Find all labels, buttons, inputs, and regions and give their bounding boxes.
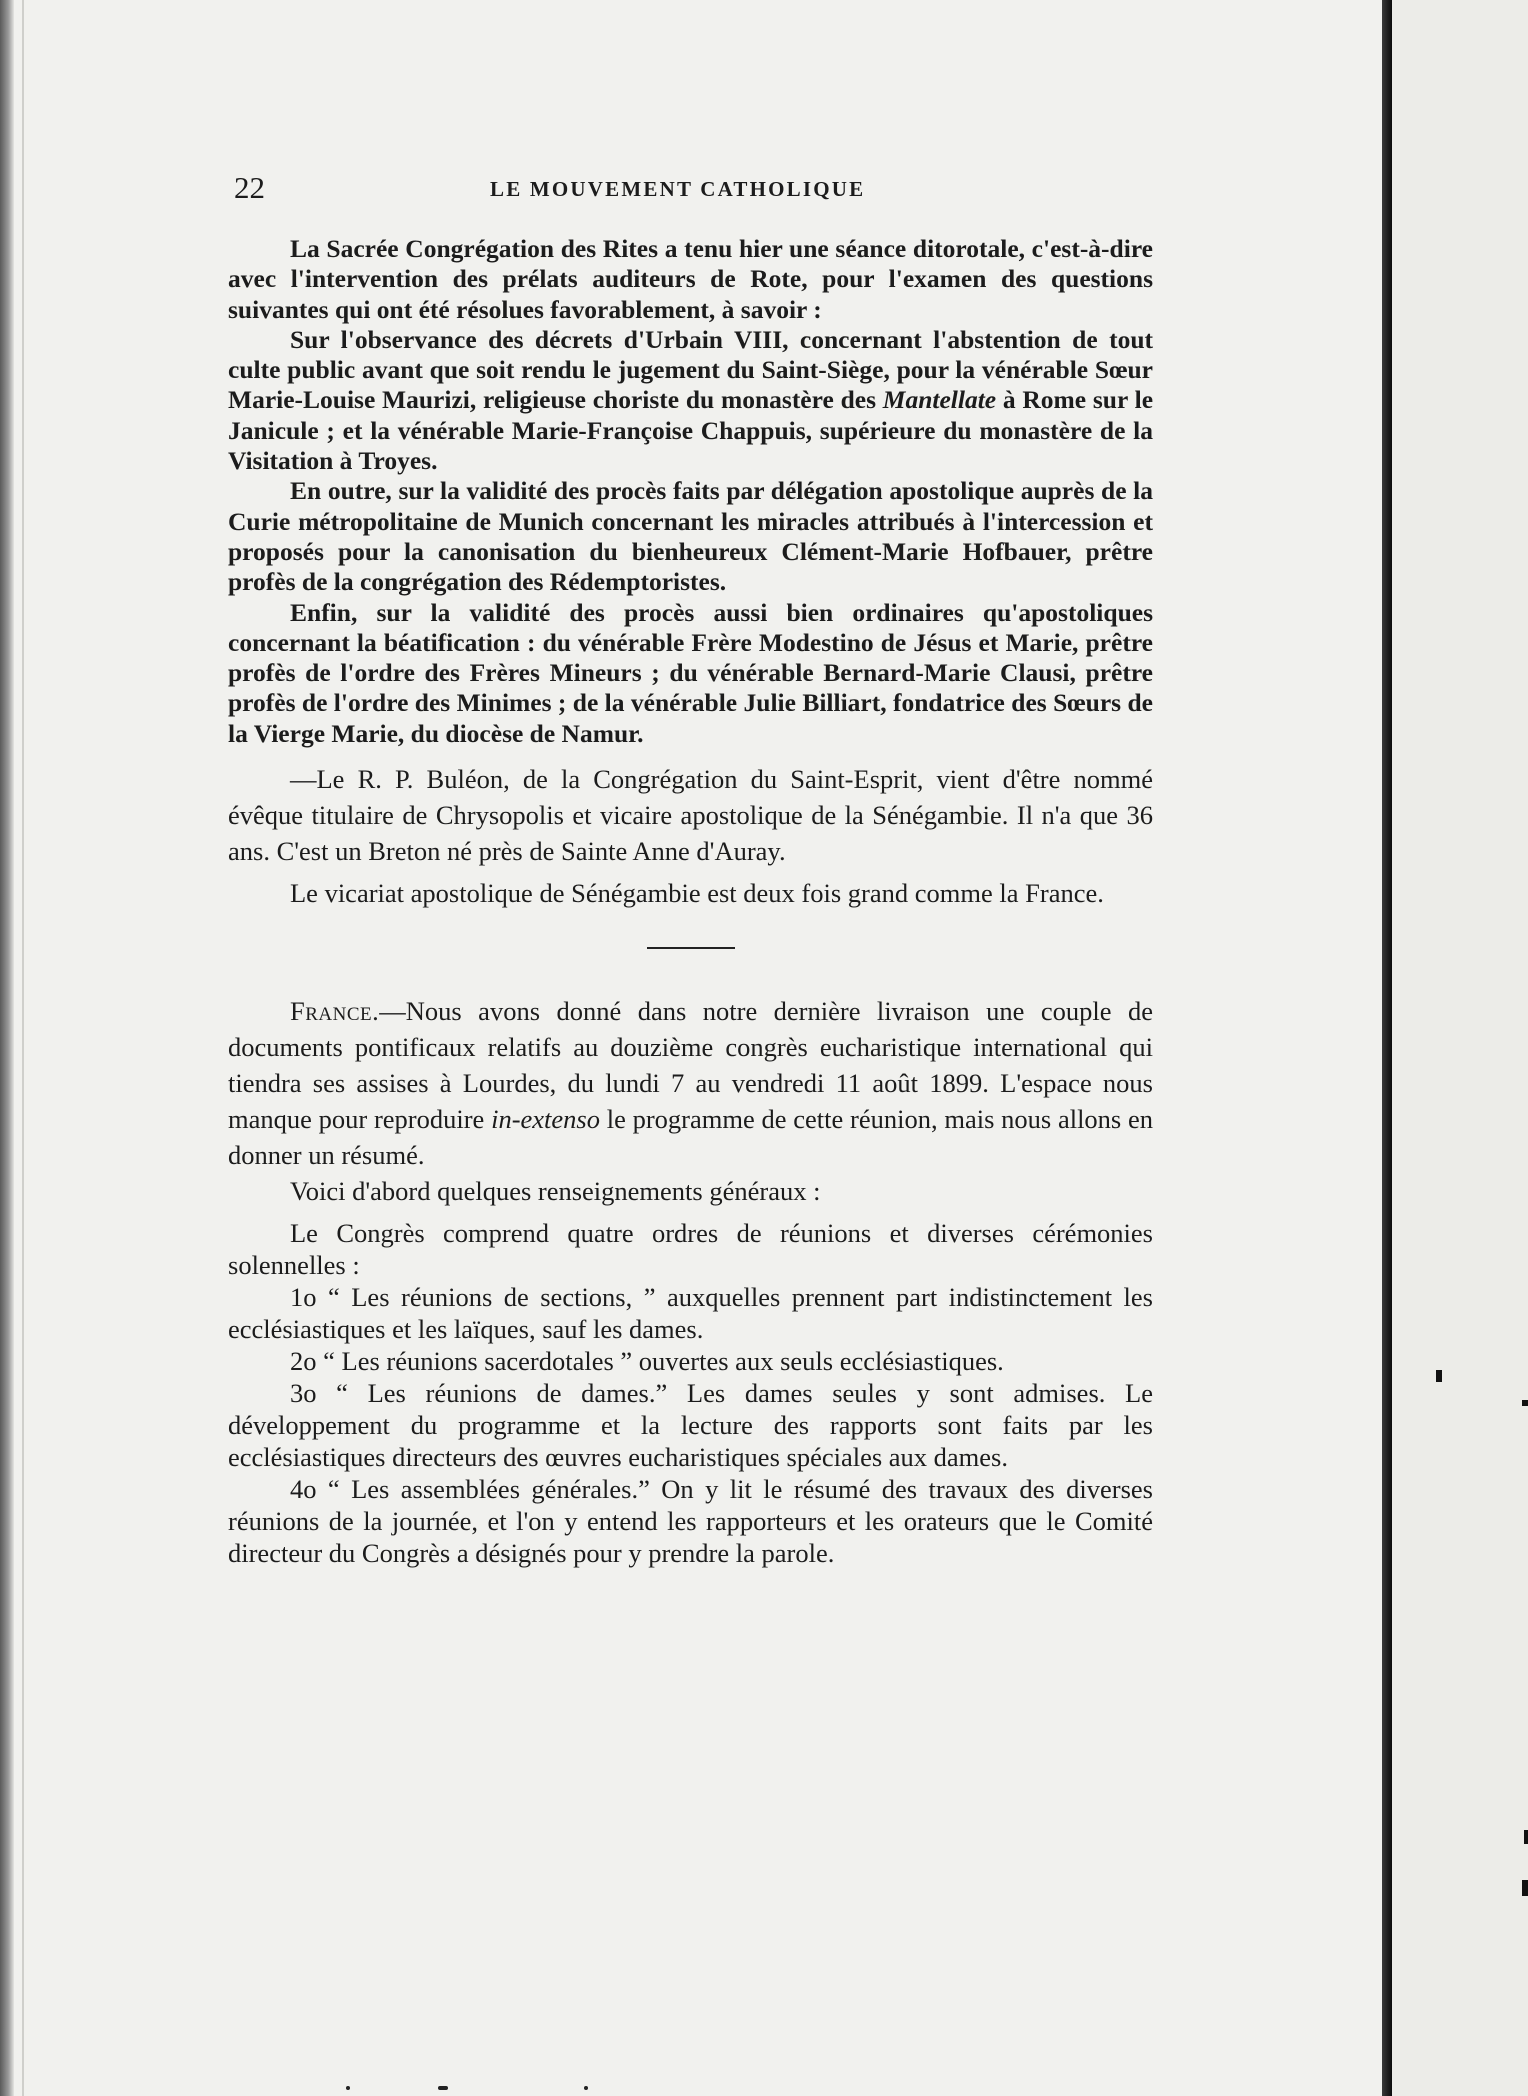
paragraph-rites-session: La Sacrée Congrégation des Rites a tenu hier une séance ditorotale, c'est-à-dire avec l'intervention des prélats auditeurs de Rote, pour l'examen des questions suivantes qui ont été résolues favorablement, à savoir :: [228, 234, 1153, 324]
page-number: 22: [234, 170, 265, 205]
scan-adjacent-page-strip: [1392, 0, 1528, 2096]
scan-left-edge: [0, 0, 14, 2096]
running-title: LE MOUVEMENT CATHOLIQUE: [490, 177, 866, 201]
running-head: [228, 170, 1153, 214]
paragraph-munich-process: En outre, sur la validité des procès faits par délégation apostolique auprès de la Curie métropolitaine de Munich concernant les miracles attribués à l'intercession et proposés pour la canonisation du bienheureux Clément-Marie Hofbauer, prêtre profès de la congrégation des Rédemptoristes.: [228, 476, 1153, 597]
paragraph-urban-decrees: [228, 325, 1153, 476]
italic-in-extenso: in-extenso: [491, 1104, 600, 1135]
paragraph-text: le programme de cette réunion, mais nous allons en donner un résumé.: [228, 1104, 1154, 1171]
paragraph-text: Sur l'observance des décrets d'Urbain VIII, concernant l'abstention de tout culte public avant que soit rendu le jugement du Saint-Siège, pour la vénérable Sœur Marie-Louise Maurizi, religieuse choriste du monastère des: [228, 324, 1153, 415]
strip-mark: [1522, 1400, 1528, 1406]
scan-speck: [438, 2086, 448, 2090]
section-lead-france: France.: [290, 996, 380, 1027]
list-item-sections: 1o “ Les réunions de sections, ” auxquelles prennent part indistinctement les ecclésiastiques et les laïques, sauf les dames.: [228, 1282, 1153, 1345]
list-item-ladies: 3o “ Les réunions de dames.” Les dames seules y sont admises. Le développement du programme et la lecture des rapports sont faits par les ecclésiastiques directeurs des œuvres eucharistiques spéciales aux dames.: [228, 1378, 1153, 1473]
scan-left-fold-line: [22, 0, 24, 2096]
scan-speck: [584, 2086, 588, 2090]
article-body: [228, 234, 1153, 1569]
strip-mark: [1522, 1880, 1528, 1896]
strip-mark: [1436, 1370, 1442, 1382]
paragraph-france-congress: [228, 993, 1153, 1173]
paragraph-text: à Rome sur le Janicule ; et la vénérable Marie-Françoise Chappuis, supérieure du monastère de la Visitation à Troyes.: [228, 385, 1154, 476]
italic-mantellate: Mantellate: [882, 385, 997, 415]
paragraph-buleon: —Le R. P. Buléon, de la Congrégation du Saint-Esprit, vient d'être nommé évêque titulaire de Chrysopolis et vicaire apostolique de la Sénégambie. Il n'a que 36 ans. C'est un Breton né près de Sainte Anne d'Auray.: [228, 764, 1153, 867]
paragraph-text: —Nous avons donné dans notre dernière livraison une couple de documents pontificaux relatifs au douzième congrès eucharistique international qui tiendra ses assises à Lourdes, du lundi 7 au vendredi 11 août 1899. L'espace nous manque pour reproduire: [228, 996, 1153, 1135]
paragraph-general-info: Voici d'abord quelques renseignements généraux :: [290, 1176, 821, 1207]
strip-mark: [1524, 1830, 1528, 1844]
section-separator: [647, 947, 735, 949]
book-page: [228, 170, 1153, 1569]
list-item-general-assemblies: 4o “ Les assemblées générales.” On y lit le résumé des travaux des diverses réunions de la journée, et l'on y entend les rapporteurs et les orateurs que le Comité directeur du Congrès a désignés pour y prendre la parole.: [228, 1474, 1153, 1569]
list-item-sacerdotal: 2o “ Les réunions sacerdotales ” ouvertes aux seuls ecclésiastiques.: [290, 1346, 1004, 1377]
paragraph-congress-orders: Le Congrès comprend quatre ordres de réunions et diverses cérémonies solennelles :: [228, 1218, 1153, 1281]
paragraph-senegambia: Le vicariat apostolique de Sénégambie est deux fois grand comme la France.: [290, 878, 1104, 909]
scan-right-binding-edge: [1382, 0, 1392, 2096]
scan-speck: [346, 2086, 350, 2090]
paragraph-beatification: Enfin, sur la validité des procès aussi bien ordinaires qu'apostoliques concernant la béatification : du vénérable Frère Modestino de Jésus et Marie, prêtre profès de l'ordre des Frères Mineurs ; du vénérable Bernard-Marie Clausi, prêtre profès de l'ordre des Minimes ; de la vénérable Julie Billiart, fondatrice des Sœurs de la Vierge Marie, du diocèse de Namur.: [228, 597, 1153, 748]
